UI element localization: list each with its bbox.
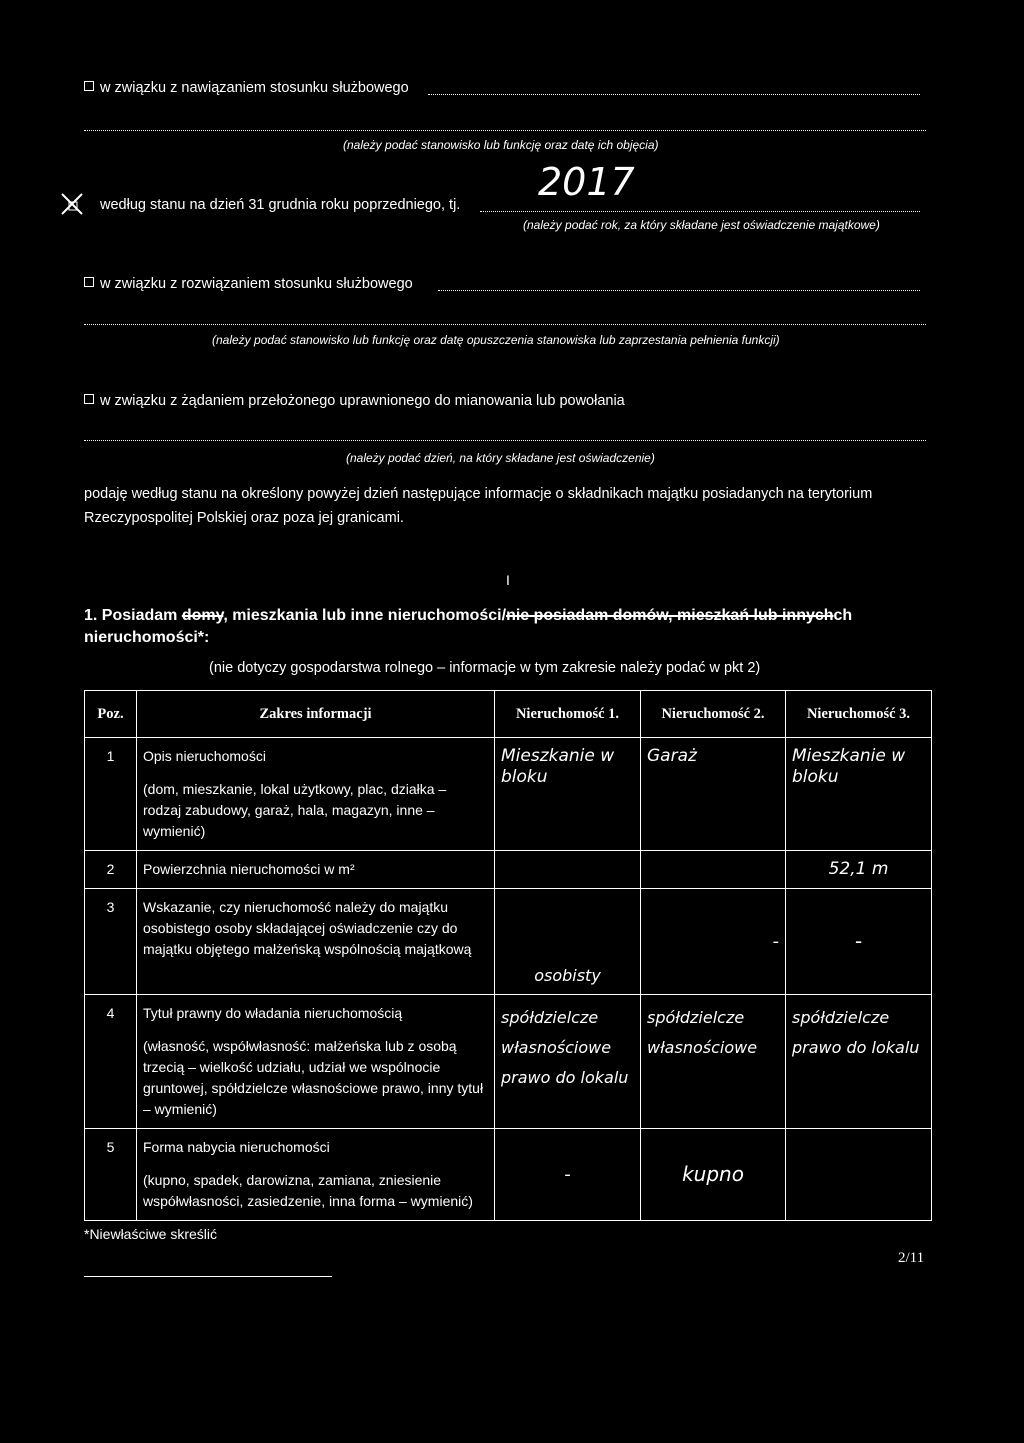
property-table (84, 690, 932, 1221)
option-employment-end: w związku z rozwiązaniem stosunku służbowego (84, 276, 413, 292)
table-row (85, 995, 932, 1129)
property-3-value (786, 1129, 932, 1221)
row-number: 4 (85, 995, 137, 1129)
handwritten-year: 2017 (538, 160, 635, 204)
footer-rule (84, 1276, 332, 1277)
page-number: 2/11 (898, 1250, 925, 1266)
option-employment-start: w związku z nawiązaniem stosunku służbowego (84, 80, 409, 96)
property-1-value: osobisty (495, 889, 641, 995)
row-label: Forma nabycia nieruchomości (kupno, spadek, darowizna, zamiana, zniesienie współwłasności, zasiedzenie, inna forma – wymienić) (137, 1129, 495, 1221)
year-end-note: (należy podać rok, za który składane jest oświadczenie majątkowe) (523, 218, 880, 232)
header-cell: Nieruchomość 1. (495, 691, 641, 738)
checkbox-supervisor-request[interactable] (84, 394, 94, 404)
property-1-value (495, 851, 641, 889)
header-cell: Nieruchomość 2. (641, 691, 786, 738)
row-label: Wskazanie, czy nieruchomość należy do majątku osobistego osoby składającej oświadczenie czy do majątku objętego małżeńską wspólnością majątkową (137, 889, 495, 995)
property-2-value: spółdzielcze własnościowe (641, 995, 786, 1129)
dotted-line (428, 94, 920, 95)
dotted-line (84, 130, 926, 131)
table-row (85, 738, 932, 851)
table-row (85, 1129, 932, 1221)
dotted-line (480, 211, 920, 212)
row-number: 5 (85, 1129, 137, 1221)
intro-line-1: podaję według stanu na określony powyżej dzień następujące informacje o składnikach majątku posiadanych na terytorium (84, 486, 873, 502)
row-label: Opis nieruchomości (dom, mieszkanie, lokal użytkowy, plac, działka – rodzaj zabudowy, garaż, hala, magazyn, inne – wymienić) (137, 738, 495, 851)
employment-start-note: (należy podać stanowisko lub funkcję oraz datę ich objęcia) (343, 138, 659, 152)
option-supervisor-request: w związku z żądaniem przełożonego uprawnionego do mianowania lub powołania (84, 393, 625, 409)
checkbox-employment-start[interactable] (84, 81, 94, 91)
section-title-line-2: nieruchomości*: (84, 629, 210, 646)
section-note: (nie dotyczy gospodarstwa rolnego – informacje w tym zakresie należy podać w pkt 2) (209, 660, 761, 676)
row-label: Tytuł prawny do władania nieruchomością (własność, współwłasność: małżeńska lub z osobą trzecią – wielkość udziału, udział we wspólnocie gruntowej, spółdzielcze własnościowe prawo, inny tytuł – wymienić) (137, 995, 495, 1129)
table-row (85, 851, 932, 889)
supervisor-request-note: (należy podać dzień, na który składane jest oświadczenie) (346, 451, 655, 465)
option-year-end: według stanu na dzień 31 grudnia roku poprzedniego, tj. (100, 197, 461, 213)
dotted-line (438, 290, 920, 291)
table-row (85, 889, 932, 995)
footnote: *Niewłaściwe skreślić (84, 1226, 218, 1242)
property-3-value: spółdzielcze prawo do lokalu (786, 995, 932, 1129)
dotted-line (84, 324, 926, 325)
property-2-value: kupno (641, 1129, 786, 1221)
section-title: 1. Posiadam domy, mieszkania lub inne nieruchomości/nie posiadam domów, mieszkań lub innychch (84, 607, 853, 624)
employment-end-note: (należy podać stanowisko lub funkcję oraz datę opuszczenia stanowiska lub zaprzestania pełnienia funkcji) (212, 333, 780, 347)
property-1-value: Mieszkanie w bloku (495, 738, 641, 851)
property-2-value (641, 851, 786, 889)
row-label: Powierzchnia nieruchomości w m² (137, 851, 495, 889)
row-number: 3 (85, 889, 137, 995)
property-3-value: Mieszkanie w bloku (786, 738, 932, 851)
row-number: 2 (85, 851, 137, 889)
property-1-value: - (495, 1129, 641, 1221)
dotted-line (84, 440, 926, 441)
stray-mark: I (506, 572, 510, 588)
property-1-value: spółdzielcze własnościowe prawo do lokalu (495, 995, 641, 1129)
intro-line-2: Rzeczypospolitej Polskiej oraz poza jej granicami. (84, 510, 404, 526)
checkbox-employment-end[interactable] (84, 277, 94, 287)
table-header-row (85, 691, 932, 738)
property-2-value: Garaż (641, 738, 786, 851)
header-cell: Poz. (85, 691, 137, 738)
checked-mark-icon[interactable] (60, 190, 86, 216)
header-cell: Zakres informacji (137, 691, 495, 738)
property-3-value: 52,1 m (786, 851, 932, 889)
row-number: 1 (85, 738, 137, 851)
property-2-value: - (641, 889, 786, 995)
header-cell: Nieruchomość 3. (786, 691, 932, 738)
property-3-value: - (786, 889, 932, 995)
